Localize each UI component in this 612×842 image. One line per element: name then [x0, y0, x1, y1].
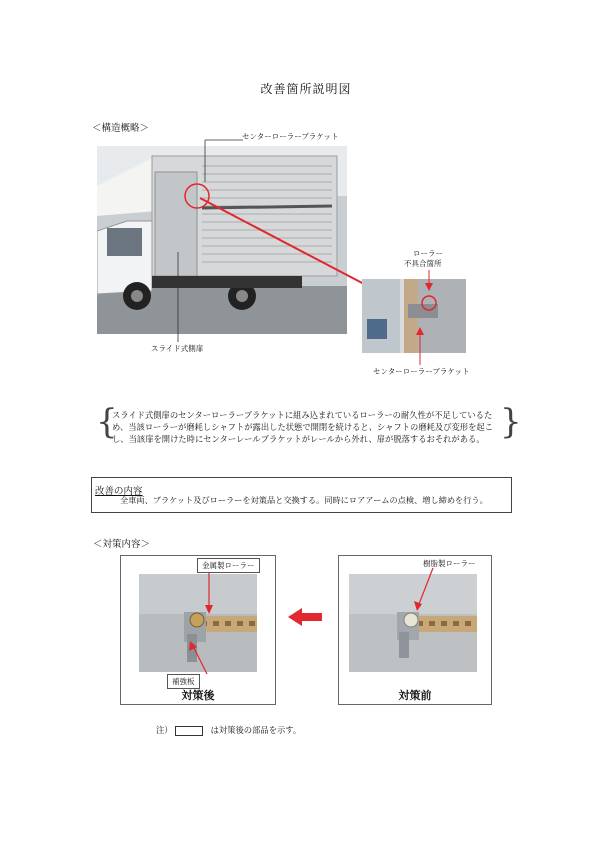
note: [156, 724, 301, 736]
label-roller: ローラー: [413, 249, 443, 258]
improvement-text: 全車両、ブラケット及びローラーを対策品と交換する。同時にロアアームの点検、増し締めを行う。: [120, 495, 488, 505]
note-prefix: 注）: [156, 725, 173, 735]
label-slide-door: スライド式側扉: [151, 344, 204, 353]
label-center-bracket-bottom: センターローラーブラケット: [373, 367, 470, 376]
left-brace: {: [96, 402, 118, 442]
note-suffix: は対策後の部品を示す。: [210, 725, 302, 735]
description-text: スライド式側扉のセンターローラーブラケットに組み込まれているローラーの耐久性が不足しているため、当該ローラーが磨耗しシャフトが露出した状態で開閉を続けると、シャフトの磨耗及び変形を起こし、当該扉を開けた時にセンターレールブラケットがレールから外れ、扉が脱落するおそれがある。: [112, 410, 493, 444]
before-panel: [338, 555, 492, 705]
label-defect: 不具合箇所: [404, 259, 442, 268]
label-resin-roller: 樹脂製ローラー: [423, 559, 476, 568]
metal-roller-arrow-icon: [201, 571, 217, 615]
countermeasure-heading: ＜対策内容＞: [93, 539, 151, 550]
after-panel: [120, 555, 276, 705]
note-legend-box: [175, 726, 203, 736]
label-metal-roller: 金属製ローラー: [197, 558, 260, 573]
defect-arrow-icon: [420, 268, 440, 292]
before-caption: 対策前: [398, 689, 432, 702]
improvement-heading: 改善の内容: [95, 486, 143, 497]
resin-roller-arrow-icon: [409, 566, 439, 612]
bracket-arrow-icon: [410, 325, 430, 367]
structure-heading: ＜構造概略＞: [92, 123, 150, 134]
improvement-box: [91, 477, 512, 513]
change-arrow-icon: [286, 606, 326, 628]
leader-line-door: [168, 250, 188, 345]
leader-line-top: [197, 138, 247, 188]
plate-arrow-icon: [185, 640, 215, 676]
right-brace: }: [500, 402, 522, 442]
label-reinforcement-plate: 補強板: [167, 674, 200, 689]
label-center-bracket-top: センターローラーブラケット: [242, 132, 339, 141]
page-title: 改善箇所説明図: [260, 82, 352, 96]
after-caption: 対策後: [181, 689, 215, 702]
